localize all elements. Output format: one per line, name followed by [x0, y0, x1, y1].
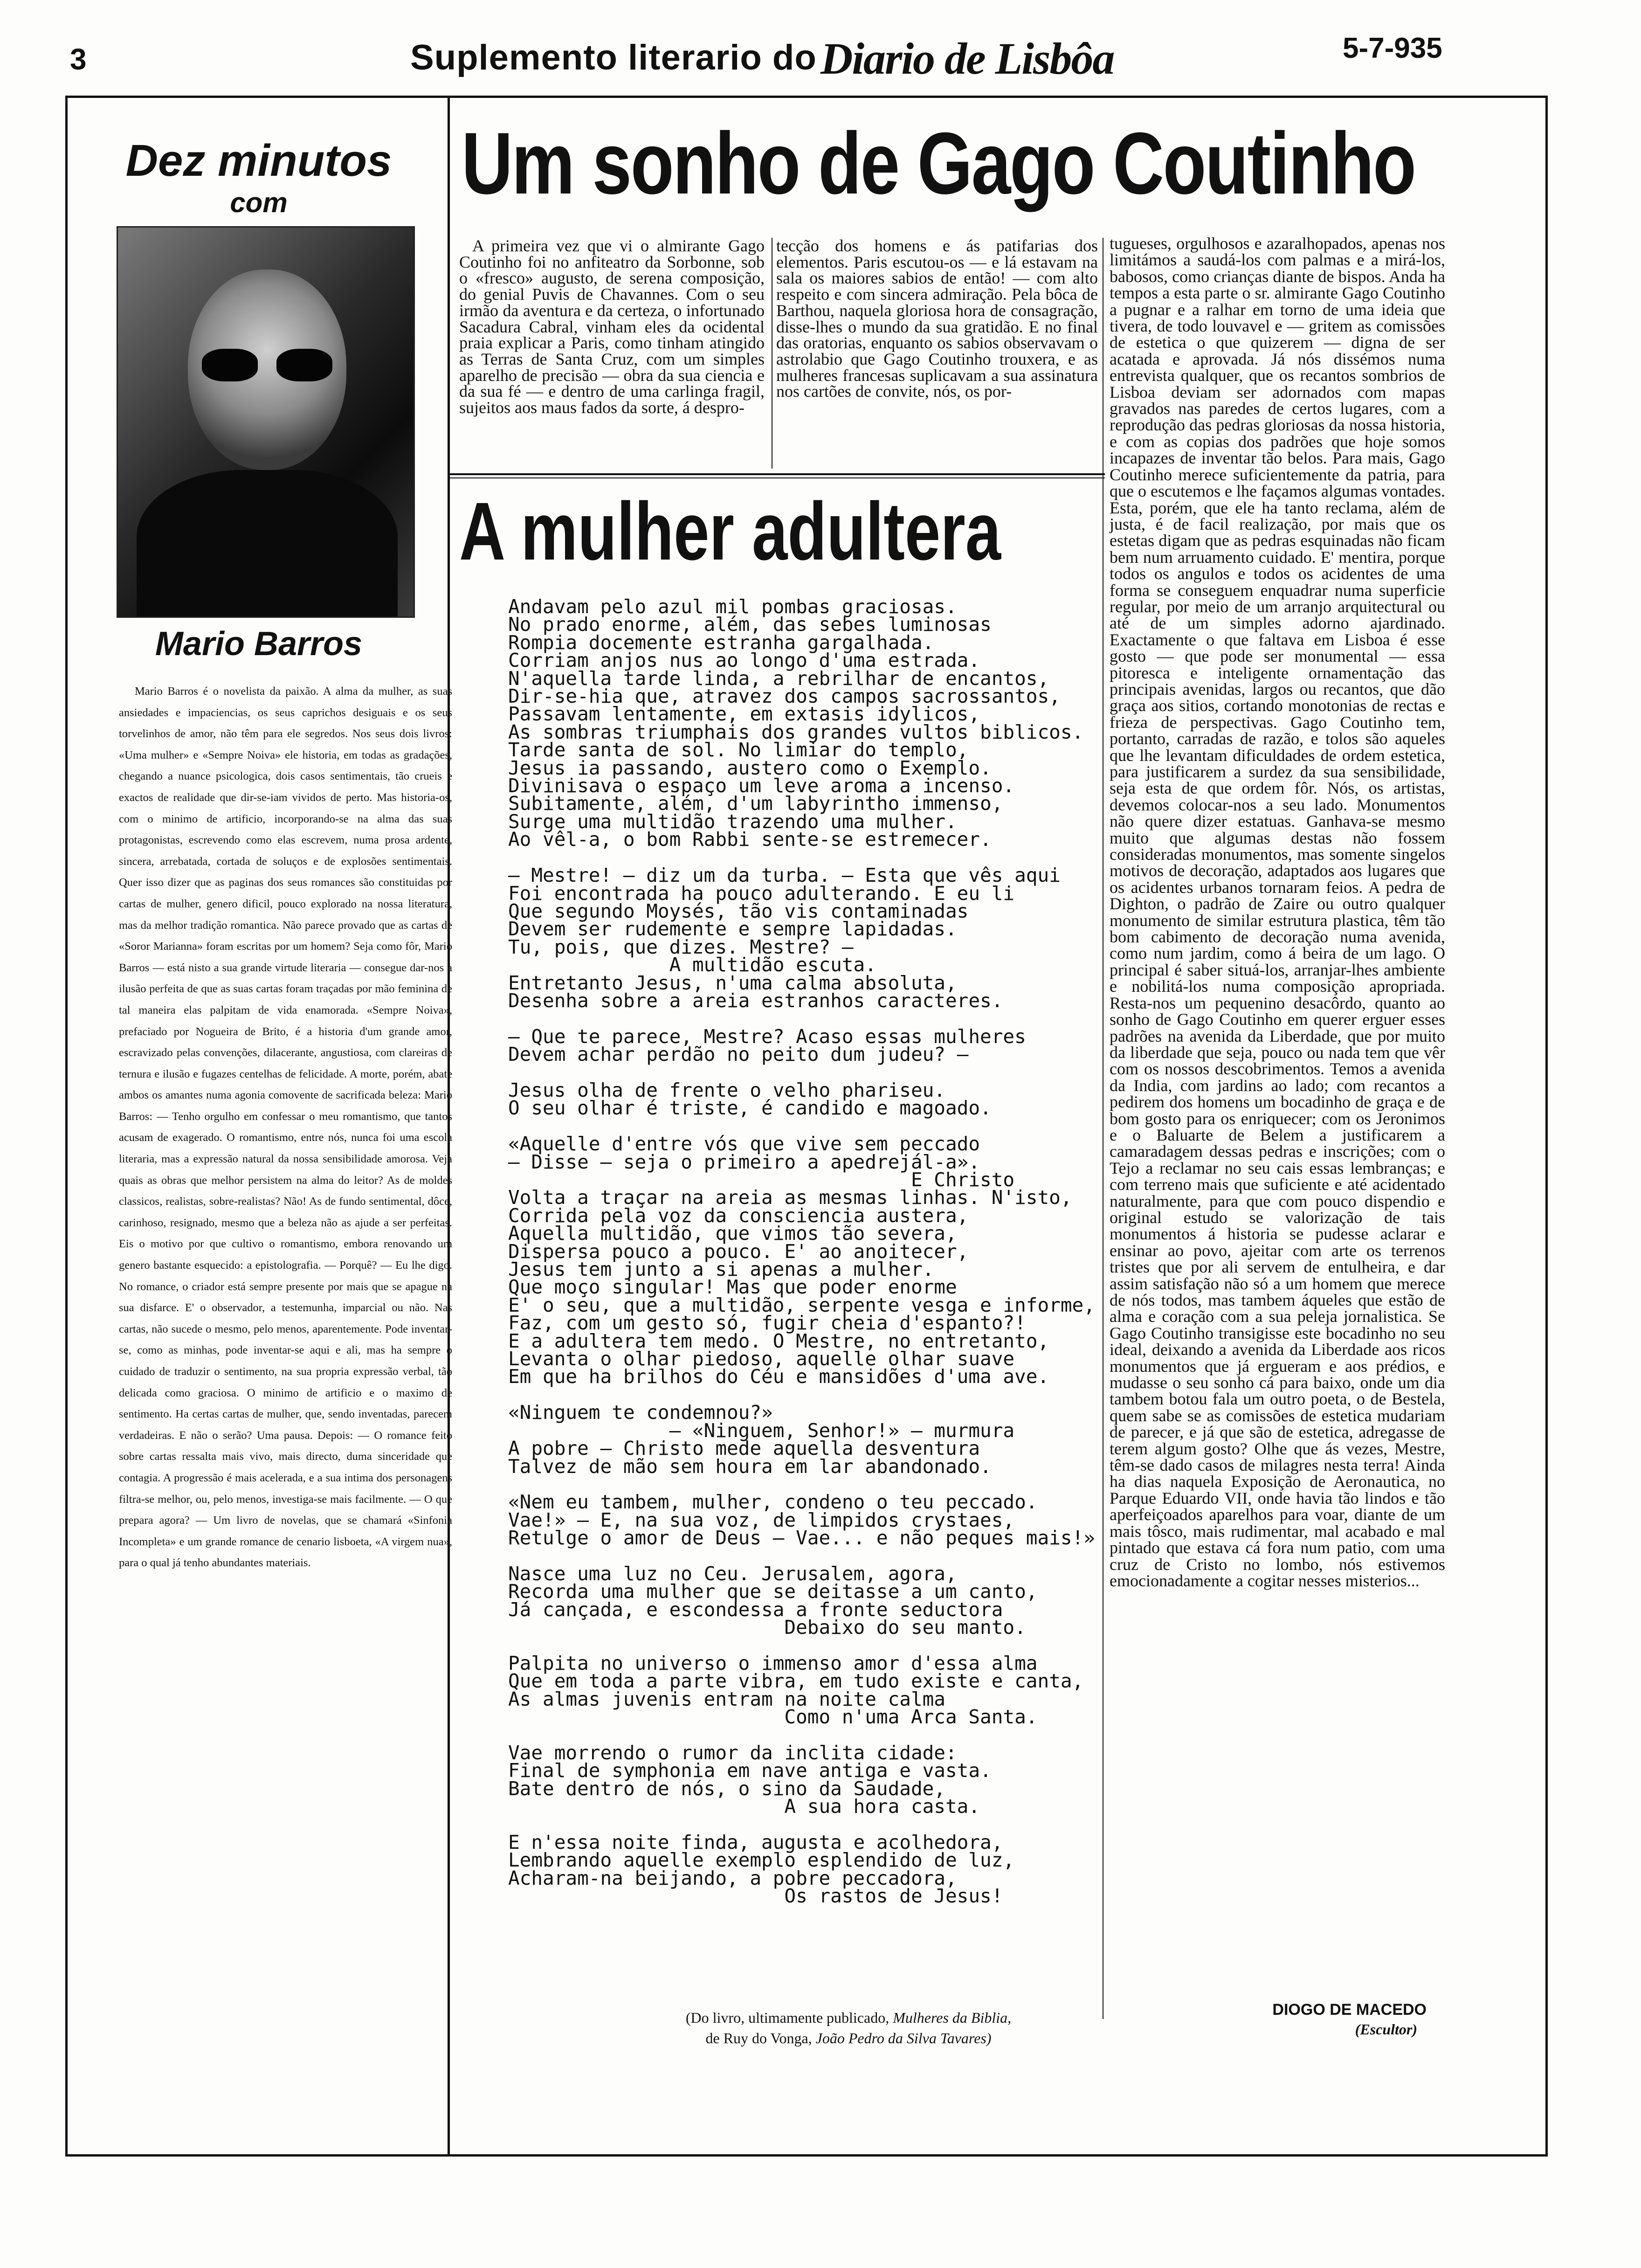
- coutinho-author-role: (Escultor): [1355, 2021, 1417, 2038]
- coutinho-author: DIOGO DE MACEDO: [1272, 2001, 1427, 2019]
- interview-heading: Dez minutos: [125, 136, 392, 186]
- interview-subject-name: Mario Barros: [155, 625, 363, 663]
- rule-under-coutinho: [450, 473, 1105, 475]
- page-number: 3: [70, 42, 87, 76]
- supplement-title: Suplemento literario do: [410, 38, 817, 77]
- rule-under-coutinho-2: [450, 477, 1105, 478]
- poem-credit-prefix: (Do livro, ultimamente publicado,: [685, 2009, 889, 2026]
- poem-text: Andavam pelo azul mil pombas graciosas. No prado enorme, além, das sebes luminosas Rompia docemente estranha gargalhada. Corriam anjos nus ao longo d'uma estrada. N'aquella tarde linda, a rebrilhar de encantos, Dir-se-hia que, atravez dos campos sacrossantos, Passavam lentamente, em extasis idylicos, As sombras triumphais dos grandes vultos biblicos. Tarde santa de sol. No limiar do templo, Jesus ia passando, austero como o Exemplo. Divinisava o espaço um leve aroma a incenso. Subitamente, além, d'um labyrintho immenso, Surge uma multidão trazendo uma mulher. Ao vêl-a, o bom Rabbi sente-se estremecer. — Mestre! — diz um da turba. — Esta que vês aqui Foi encontrada ha pouco adulterando. E eu li Que segundo Moysés, tão vis contaminadas Devem ser rudemente e sempre lapidadas. Tu, pois, que dizes. Mestre? — A multidão escuta. Entretanto Jesus, n'uma calma absoluta, Desenha sobre a areia estranhos caracteres. — Que te parece, Mestre? Acaso essas mulheres Devem achar perdão no peito dum judeu? — Jesus olha de frente o velho phariseu. O seu olhar é triste, é candido e magoado. «Aquelle d'entre vós que vive sem peccado — Disse — seja o primeiro a apedrejál-a». E Christo Volta a traçar na areia as mesmas linhas. N'isto, Corrida pela voz da consciencia austera, Aquella multidão, que vimos tão severa, Dispersa pouco a pouco. E' ao anoitecer, Jesus tem junto a si apenas a mulher. Que moço singular! Mas que poder enorme E' o seu, que a multidão, serpente vesga e informe, Faz, com um gesto só, fugir cheia d'espanto?! E a adultera tem medo. O Mestre, no entretanto, Levanta o olhar piedoso, aquelle olhar suave Em que ha brilhos do Céu e mansidões d'uma ave. «Ninguem te condemnou?» — «Ninguem, Senhor!» — murmura A pobre — Christo mede aquella desventura Talvez de mão sem houra em lar abandonado. «Nem eu tambem, mulher, condeno o teu peccado. Vae!» — E, na sua voz, de limpidos crystaes, Retulge o amor de Deus — Vae... e não peques mais!» Nasce uma luz no Ceu. Jerusalem, agora, Recorda uma mulher que se deitasse a um canto, Já cançada, e escondessa a fronte seductora Debaixo do seu manto. Palpita no universo o immenso amor d'essa alma Que em toda a parte vibra, em tudo existe e canta, As almas juvenis entram na noite calma Como n'uma Arca Santa. Vae morrendo o rumor da inclita cidade: Final de symphonia em nave antiga e vasta. Bate dentro de nós, o sino da Saudade, A sua hora casta. E n'essa noite finda, augusta e acolhedora, Lembrando aquelle exemplo esplendido de luz, Acharam-na beijando, a pobre peccadora, Os rastos de Jesus!: [508, 595, 1095, 1908]
- poem-credit: [592, 2007, 1105, 2048]
- coutinho-column-1: A primeira vez que vi o almirante Gago Coutinho foi no anfiteatro da Sorbonne, sob o «fresco» augusto, de serena composição, do genial Puvis de Chavannes. Com o seu irmão da aventura e da certeza, o infortunado Sacadura Cabral, vinham eles da ocidental praia explicar a Paris, como tinham atingido as Terras de Santa Cruz, com um simples aparelho de precisão — obra da sua ciencia e da sua fé — e dentro de uma carlinga fragil, sujeitos aos maus fados da sorte, á despro-: [459, 236, 765, 417]
- issue-date: 5-7-935: [1343, 32, 1442, 64]
- coutinho-column-2: tecção dos homens e ás patifarias dos elementos. Paris escutou-os — e lá estavam na sala os maiores sabios de então! — com alto respeito e com sincera admiração. Pela bôca de Barthou, naquela gloriosa hora de consagração, disse-lhes o mundo da sua gratidão. E no final das oratorias, enquanto os sabios observavam o astrolabio que Gago Coutinho trouxera, e as mulheres francesas suplicavam a sua assinatura nos cartões de convite, nós, os por-: [776, 236, 1098, 401]
- poem-credit-author-prefix: de Ruy do Vonga,: [705, 2030, 812, 2047]
- poem-headline: A mulher adultera: [459, 486, 1001, 577]
- interview-body: Mario Barros é o novelista da paixão. A alma da mulher, as suas ansiedades e impaciencias, os seus caprichos desiguais e os seus torvelinhos de amor, não têm para ele segredos. Nos seus dois livros: «Uma mulher» e «Sempre Noiva» ele historia, em todas as gradações, chegando a nuance psicologica, dois casos sentimentais, tão crueis e exactos de realidade que dir-se-iam vividos de perto. Mas historia-os, com o minimo de artificio, incorporando-se na alma das suas protagonistas, escrevendo como elas escrevem, numa prosa ardente, sincera, arrebatada, cortada de soluços e de explosões sentimentais. Quer isso dizer que as paginas dos seus romances são constituidas por cartas de mulher, genero dificil, pouco explorado na nossa literatura, mas da melhor tradição romantica. Não parece provado que as cartas de «Soror Marianna» foram escritas por um homem? Seja como fôr, Mario Barros — está nisto a sua grande virtude literaria — consegue dar-nos a ilusão perfeita de que as suas cartas foram traçadas por mão feminina de tal maneira elas palpitam de vida enamorada. «Sempre Noiva», prefaciado por Nogueira de Brito, é a historia d'um grande amor, escravizado pelas convenções, dilacerante, angustiosa, com clareiras de ternura e ilusão e fugazes centelhas de felicidade. A morte, porém, abate ambos os amantes numa agonia comovente de sacrificada beleza: Mario Barros: — Tenho orgulho em confessar o meu romantismo, que tantos acusam de exagerado. O romantismo, entre nós, nunca foi uma escola literaria, mas a expressão natural da nossa sensibilidade amorosa. Veja quais as obras que melhor persistem na alma do leitor? As de moldes classicos, realistas, sobre-realistas? Não! As de fundo sentimental, dôce, carinhoso, resignado, mesmo que a beleza não as ajude a ser perfeitas. Eis o motivo por que cultivo o romantismo, embora renovando um genero bastante esquecido: a epistolografia. — Porquê? — Eu lhe digo. No romance, o criador está sempre presente por mais que se apague na sua disfarce. E' o observador, a testemunha, imparcial ou não. Nas cartas, não sucede o mesmo, pelo menos, aparentemente. Pode inventar-se, como as minhas, pode inventar-se aqui e ali, mas ha sempre o cuidado de traduzir o sentimento, na sua propria expressão verbal, tão delicada como graciosa. O minimo de artificio e o maximo de sentimento. Ha certas cartas de mulher, que, sendo inventadas, parecem verdadeiras. E não o serão? Uma pausa. Depois: — O romance feito sobre cartas ressalta mais vivo, mais directo, duma sinceridade que contagia. A progressão é mais acelerada, e a sua intima dos personagens filtra-se melhor, ou, pelo menos, investiga-se mais facilmente. — O que prepara agora? — Um livro de novelas, que se chamará «Sinfonia Incompleta» e um grande romance de cenario lisboeta, «A virgem nua», para o qual já tenho abundantes materiais.: [119, 685, 452, 1570]
- poem-credit-author: João Pedro da Silva Tavares): [815, 2030, 992, 2047]
- interview-heading-com: com: [230, 187, 288, 218]
- coutinho-headline: Um sonho de Gago Coutinho: [462, 114, 1415, 212]
- newspaper-masthead: Diario de Lisbôa: [820, 34, 1114, 83]
- portrait-photo: [117, 226, 415, 618]
- poem-credit-book: Mulheres da Biblia,: [893, 2009, 1012, 2026]
- coutinho-column-3: tugueses, orgulhosos e azaralhopados, apenas nos limitámos a saudá-los com palmas e a mirá-los, babosos, como crianças diante de bispos. Anda ha tempos a esta parte o sr. almirante Gago Coutinho a pugnar e a ralhar em torno de uma ideia que tivera, de todo louvavel e — gritem as comissões de estetica o que quizerem — digna de ser acatada e aprovada. Já nós dissémos numa entrevista qualquer, que os recantos sombrios de Lisboa deviam ser adornados com mapas gravados nas paredes de certos lugares, com a reprodução das pedras gloriosas da nossa historia, e com as copias dos padrões que hoje somos incapazes de inventar tão belos. Para mais, Gago Coutinho merece suficientemente da patria, para que o escutemos e lhe façamos algumas vontades. Esta, porém, que ele ha tanto reclama, além de justa, é de facil realização, por mais que os estetas digam que as pedras esquinadas não ficam bem num arruamento cuidado. E' mentira, porque todos os angulos e todos os acidentes de uma forma se conseguem enquadrar numa superficie regular, por meio de um arranjo arquitectural ou até de um simples adorno ajardinado. Exactamente o que faltava em Lisboa é esse gosto — que pode ser monumental — essa pitoresca e inteligente ornamentação das principais avenidas, largos ou recantos, que dão graça aos sitios, cortando monotonias de rectas e frieza de perspectivas. Gago Coutinho tem, portanto, carradas de razão, e tolos são aqueles que lhe levantam dificuldades de ordem estetica, para justificarem a surdez da sua sensibilidade, seja esta de que ordem fôr. Nós, os artistas, devemos colocar-nos a seu lado. Monumentos não quere dizer estatuas. Ganhava-se mesmo muito que algumas destas não fossem consideradas monumentos, mas somente singelos motivos de decoração, adaptados aos lugares que os acidentes urbanos tornaram feios. A pedra de Dighton, o padrão de Zaire ou outro qualquer monumento de similar estrutura plastica, têm tão bom cabimento de decoração numa avenida, como num jardim, como á beira de um lago. O principal é saber situá-los, arranjar-lhes ambiente e nobilitá-los numa composição apropriada. Resta-nos um pequenino desacôrdo, quanto ao sonho de Gago Coutinho em querer erguer esses padrões na avenida da Liberdade, que por muito da liberdade que seja, pouco ou nada tem que vêr com os nossos descobrimentos. Temos a avenida da India, com jardins ao lado; com recantos a pedirem dos homens um bocadinho de graça e de bom gosto para os enriquecer; com os Jeronimos e o Baluarte de Belem a justificarem a camaradagem dessas pedras e inscrições; com o Tejo a reclamar no seu cais essas lembranças; e com terreno mais que suficiente e até acidentado naturalmente, para que com pouco dispendio e original estudo se valorização de tais monumentos á historia se pudesse aclarar e ensinar ao povo, ajeitar com arte os terrenos tristes que por ali servem de entulheira, e dar assim satisfação não só a um homem que merece de nós todos, mas tambem áqueles que estão de alma e coração com a sua peleja jornalistica. Se Gago Coutinho transigisse este bocadinho no seu ideal, deixando a avenida da Liberdade aos ricos monumentos que já ergueram e aos prédios, e mudasse o seu sonho cá para baixo, onde um dia tambem botou fala um outro poeta, o de Bestela, quem sabe se as comissões de estetica mudariam de parecer, e já que são de estetica, adregasse de terem algum gosto? Olhe que ás vezes, Mestre, têm-se dado casos de milagres nesta terra! Ainda ha dias naquela Exposição de Aeronautica, no Parque Eduardo VII, onde havia tão lindos e tão aperfeiçoados aparelhos para voar, diante de um mais tôsco, mais rudimentar, mal acabado e mal pintado que estava cá fora num patio, com uma cruz de Cristo no lombo, nós estivemos emocionadamente a cogitar nesses misterios...: [1110, 234, 1445, 1590]
